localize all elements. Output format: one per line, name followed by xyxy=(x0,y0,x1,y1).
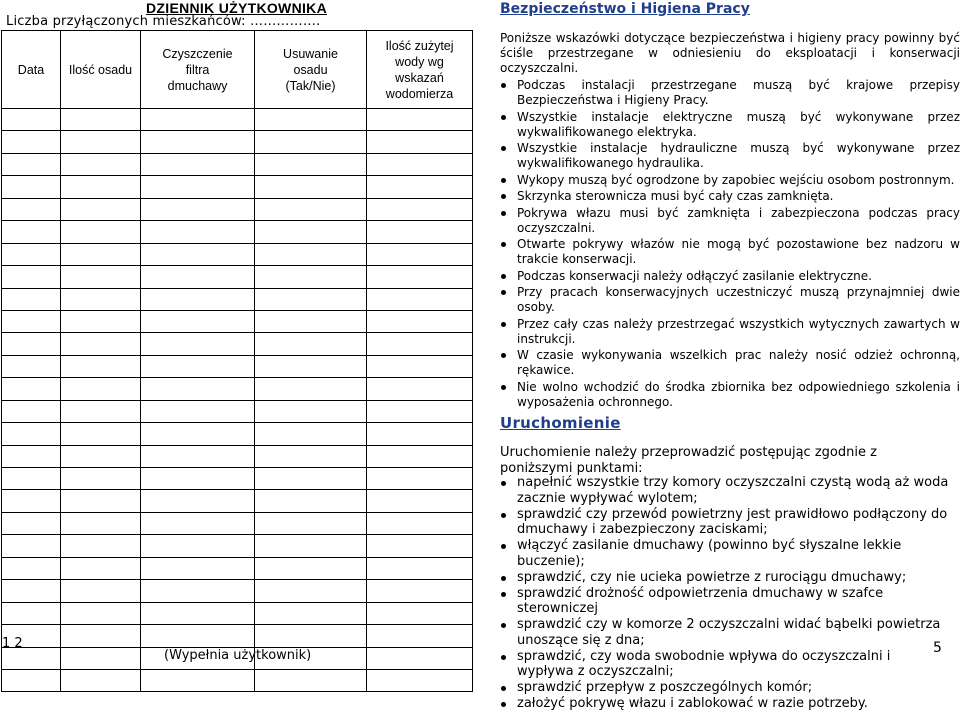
table-cell xyxy=(61,355,141,377)
table-cell xyxy=(2,333,61,355)
list-item: sprawdzić przepływ z poszczególnych komór; xyxy=(500,680,950,696)
table-cell xyxy=(141,333,255,355)
table-row xyxy=(2,445,473,467)
column-header-date: Data xyxy=(2,31,61,109)
table-cell xyxy=(2,580,61,602)
table-cell xyxy=(255,131,367,153)
table-cell xyxy=(367,266,473,288)
table-cell xyxy=(61,602,141,624)
table-cell xyxy=(2,310,61,332)
table-row xyxy=(2,580,473,602)
table-cell xyxy=(255,512,367,534)
table-row xyxy=(2,512,473,534)
table-cell xyxy=(255,400,367,422)
table-cell xyxy=(367,333,473,355)
list-item: napełnić wszystkie trzy komory oczyszczalni czystą wodą aż woda zacznie wypływać wylotem; xyxy=(500,475,950,506)
table-cell xyxy=(61,243,141,265)
table-cell xyxy=(367,512,473,534)
list-item: sprawdzić, czy nie ucieka powietrze z rurociągu dmuchawy; xyxy=(500,570,950,586)
list-item: Wszystkie instalacje elektryczne muszą być wykonywane przez wykwalifikowanego elektryka. xyxy=(500,110,960,140)
table-cell xyxy=(61,378,141,400)
table-cell xyxy=(255,153,367,175)
table-cell xyxy=(141,266,255,288)
table-cell xyxy=(255,355,367,377)
table-row xyxy=(2,400,473,422)
table-row xyxy=(2,153,473,175)
table-cell xyxy=(61,198,141,220)
table-cell xyxy=(141,669,255,691)
fill-note: (Wypełnia użytkownik) xyxy=(164,648,312,663)
table-cell xyxy=(141,625,255,647)
table-cell xyxy=(255,580,367,602)
table-cell xyxy=(141,378,255,400)
startup-section-title: Uruchomienie xyxy=(500,414,621,432)
table-row xyxy=(2,468,473,490)
table-cell xyxy=(61,131,141,153)
table-cell xyxy=(141,288,255,310)
table-cell xyxy=(61,445,141,467)
table-cell xyxy=(255,445,367,467)
table-row xyxy=(2,310,473,332)
table-cell xyxy=(61,153,141,175)
table-cell xyxy=(61,400,141,422)
table-cell xyxy=(255,333,367,355)
table-cell xyxy=(255,490,367,512)
table-cell xyxy=(61,490,141,512)
table-row xyxy=(2,378,473,400)
table-cell xyxy=(2,490,61,512)
table-cell xyxy=(255,176,367,198)
list-item: włączyć zasilanie dmuchawy (powinno być słyszalne lekkie buczenie); xyxy=(500,538,950,569)
list-item: Otwarte pokrywy włazów nie mogą być pozostawione bez nadzoru w trakcie konserwacji. xyxy=(500,237,960,267)
table-cell xyxy=(61,557,141,579)
table-cell xyxy=(367,669,473,691)
table-cell xyxy=(367,310,473,332)
table-cell xyxy=(61,468,141,490)
table-row xyxy=(2,198,473,220)
table-row xyxy=(2,221,473,243)
safety-section-title: Bezpieczeństwo i Higiena Pracy xyxy=(500,1,750,17)
residents-count-label: Liczba przyłączonych mieszkańców: ……………. xyxy=(6,14,321,29)
page-number-left: 1 2 xyxy=(2,636,23,651)
list-item: sprawdzić czy w komorze 2 oczyszczalni widać bąbelki powietrza unoszące się z dna; xyxy=(500,617,950,648)
table-cell xyxy=(255,310,367,332)
startup-steps-list xyxy=(500,475,950,712)
table-cell xyxy=(2,109,61,131)
table-row xyxy=(2,355,473,377)
table-cell xyxy=(61,512,141,534)
table-cell xyxy=(2,669,61,691)
startup-intro: Uruchomienie należy przeprowadzić postępując zgodnie z poniższymi punktami: xyxy=(500,445,877,476)
table-row xyxy=(2,490,473,512)
list-item: Wszystkie instalacje hydrauliczne muszą być wykonywane przez wykwalifikowanego hydraulika. xyxy=(500,141,960,171)
table-cell xyxy=(367,647,473,669)
table-row xyxy=(2,109,473,131)
table-cell xyxy=(61,535,141,557)
table-cell xyxy=(255,288,367,310)
table-cell xyxy=(255,602,367,624)
table-row xyxy=(2,131,473,153)
table-cell xyxy=(141,243,255,265)
table-cell xyxy=(255,535,367,557)
list-item: Pokrywa włazu musi być zamknięta i zabezpieczona podczas pracy oczyszczalni. xyxy=(500,206,960,236)
table-cell xyxy=(2,535,61,557)
table-row xyxy=(2,243,473,265)
table-cell xyxy=(255,423,367,445)
table-cell xyxy=(61,176,141,198)
table-header-row xyxy=(2,31,473,109)
list-item: założyć pokrywę włazu i zablokować w razie potrzeby. xyxy=(500,696,950,712)
table-cell xyxy=(141,535,255,557)
table-row xyxy=(2,535,473,557)
table-cell xyxy=(2,221,61,243)
table-cell xyxy=(367,557,473,579)
table-cell xyxy=(141,400,255,422)
list-item: sprawdzić, czy woda swobodnie wpływa do oczyszczalni i wypływa z oczyszczalni; xyxy=(500,649,950,680)
table-cell xyxy=(2,378,61,400)
table-cell xyxy=(2,355,61,377)
table-cell xyxy=(61,580,141,602)
table-cell xyxy=(141,198,255,220)
table-cell xyxy=(367,445,473,467)
table-row xyxy=(2,557,473,579)
safety-intro: Poniższe wskazówki dotyczące bezpieczeństwa i higieny pracy powinny być ściśle przestrzegane w odniesieniu do eksploatacji i konserwacji oczyszczalni. xyxy=(500,31,960,75)
table-cell xyxy=(141,153,255,175)
table-cell xyxy=(255,557,367,579)
table-cell xyxy=(61,669,141,691)
user-log-table xyxy=(1,30,473,692)
diary-title: DZIENNIK UŻYTKOWNIKA xyxy=(146,0,327,16)
table-cell xyxy=(141,176,255,198)
list-item: sprawdzić drożność odpowietrzenia dmuchawy w szafce sterowniczej xyxy=(500,586,950,617)
table-cell xyxy=(367,176,473,198)
table-cell xyxy=(141,221,255,243)
table-cell xyxy=(141,602,255,624)
table-cell xyxy=(2,288,61,310)
table-cell xyxy=(367,288,473,310)
table-cell xyxy=(367,625,473,647)
table-row xyxy=(2,625,473,647)
table-cell xyxy=(141,557,255,579)
table-cell xyxy=(255,221,367,243)
table-cell xyxy=(2,176,61,198)
list-item: Przy pracach konserwacyjnych uczestniczyć muszą przynajmniej dwie osoby. xyxy=(500,285,960,315)
table-cell xyxy=(367,109,473,131)
table-cell xyxy=(255,109,367,131)
table-cell xyxy=(367,468,473,490)
column-header-sludge-removal: Usuwanie osadu (Tak/Nie) xyxy=(255,31,367,109)
table-cell xyxy=(61,333,141,355)
table-cell xyxy=(255,378,367,400)
table-row xyxy=(2,423,473,445)
table-row xyxy=(2,333,473,355)
table-cell xyxy=(255,243,367,265)
table-cell xyxy=(61,647,141,669)
table-cell xyxy=(2,602,61,624)
table-cell xyxy=(61,288,141,310)
list-item: Przez cały czas należy przestrzegać wszystkich wytycznych zawartych w instrukcji. xyxy=(500,317,960,347)
list-item: Skrzynka sterownicza musi być cały czas zamknięta. xyxy=(500,189,960,204)
table-cell xyxy=(2,512,61,534)
table-row xyxy=(2,669,473,691)
table-cell xyxy=(2,557,61,579)
table-cell xyxy=(2,131,61,153)
table-cell xyxy=(2,445,61,467)
page-number-right: 5 xyxy=(933,640,942,656)
table-cell xyxy=(141,131,255,153)
table-cell xyxy=(141,423,255,445)
table-cell xyxy=(61,310,141,332)
table-cell xyxy=(367,243,473,265)
table-cell xyxy=(2,153,61,175)
table-cell xyxy=(61,221,141,243)
table-cell xyxy=(367,400,473,422)
table-cell xyxy=(367,131,473,153)
table-cell xyxy=(2,266,61,288)
list-item: sprawdzić czy przewód powietrzny jest prawidłowo podłączony do dmuchawy i zabezpieczony zaciskami; xyxy=(500,507,950,538)
table-cell xyxy=(141,109,255,131)
table-cell xyxy=(367,198,473,220)
table-cell xyxy=(141,310,255,332)
column-header-filter-cleaning: Czyszczenie filtra dmuchawy xyxy=(141,31,255,109)
safety-rules-list xyxy=(500,78,960,411)
table-cell xyxy=(2,468,61,490)
table-cell xyxy=(367,221,473,243)
table-cell xyxy=(61,266,141,288)
table-cell xyxy=(255,468,367,490)
table-cell xyxy=(255,266,367,288)
table-cell xyxy=(2,400,61,422)
table-cell xyxy=(367,535,473,557)
list-item: Podczas instalacji przestrzegane muszą być krajowe przepisy Bezpieczeństwa i Higieny Pracy. xyxy=(500,78,960,108)
table-cell xyxy=(367,602,473,624)
table-row xyxy=(2,176,473,198)
list-item: Podczas konserwacji należy odłączyć zasilanie elektryczne. xyxy=(500,269,960,284)
table-cell xyxy=(141,490,255,512)
table-cell xyxy=(255,669,367,691)
column-header-sludge-amount: Ilość osadu xyxy=(61,31,141,109)
table-cell xyxy=(61,423,141,445)
table-cell xyxy=(141,580,255,602)
table-row xyxy=(2,266,473,288)
table-cell xyxy=(367,490,473,512)
table-cell xyxy=(141,445,255,467)
list-item: Wykopy muszą być ogrodzone by zapobiec wejściu osobom postronnym. xyxy=(500,173,960,188)
table-cell xyxy=(141,512,255,534)
table-row xyxy=(2,602,473,624)
table-row xyxy=(2,288,473,310)
list-item: W czasie wykonywania wszelkich prac należy nosić odzież ochronną, rękawice. xyxy=(500,348,960,378)
table-cell xyxy=(255,198,367,220)
column-header-water-usage: Ilość zużytej wody wg wskazań wodomierza xyxy=(367,31,473,109)
table-cell xyxy=(2,423,61,445)
table-cell xyxy=(141,468,255,490)
table-cell xyxy=(61,109,141,131)
table-cell xyxy=(61,625,141,647)
table-cell xyxy=(367,355,473,377)
table-cell xyxy=(141,355,255,377)
table-cell xyxy=(367,423,473,445)
table-cell xyxy=(2,198,61,220)
list-item: Nie wolno wchodzić do środka zbiornika bez odpowiedniego szkolenia i wyposażenia ochronnego. xyxy=(500,380,960,410)
table-cell xyxy=(367,378,473,400)
table-cell xyxy=(2,243,61,265)
table-cell xyxy=(255,625,367,647)
table-cell xyxy=(367,580,473,602)
table-cell xyxy=(367,153,473,175)
